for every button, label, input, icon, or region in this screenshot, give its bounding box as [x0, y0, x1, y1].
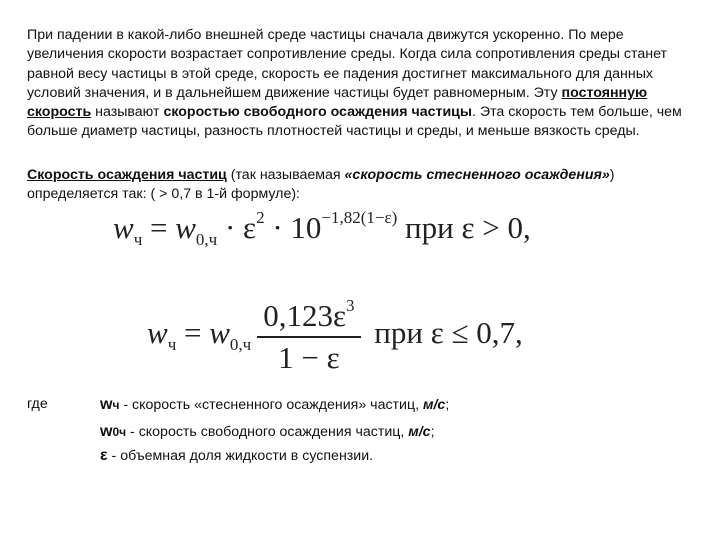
symbol: w — [100, 423, 113, 440]
subscript: 0,ч — [229, 335, 252, 355]
symbol-w0: w — [209, 315, 230, 351]
term-constant: постоянную — [561, 84, 648, 101]
equals: = — [176, 315, 210, 351]
term-velocity: скорость — [27, 104, 92, 121]
formula-2 — [147, 296, 523, 376]
description: - скорость свободного осаждения частиц, — [126, 424, 409, 440]
equals: = — [142, 210, 176, 245]
text: . Эта скорость тем больше, чем больше диаметр частицы, разность плотностей частицы и среды, и меньше вязкость среды. — [27, 104, 682, 140]
numerator-text: 0,123ε — [263, 298, 347, 333]
text: При падении в какой-либо внешней среде частицы сначала движутся ускоренно. По мере увеличения скорости возрастает сопротивление среды. Когда сила сопротивления среды станет равной весу частицы в этой среде, скорость ее падения достигнет максимального для данных условий значения, и в дальнейшем движение частицы будет равномерным. Эту — [27, 27, 668, 101]
unit: м/с — [423, 397, 446, 413]
paragraph-free-settling — [27, 26, 702, 142]
symbol-w0: w — [175, 210, 196, 245]
formula-1 — [113, 208, 531, 250]
punct: ; — [445, 397, 450, 413]
text: (так называемая — [226, 167, 345, 183]
legend-row-w0 — [100, 423, 435, 441]
denominator: 1 − ε — [278, 340, 340, 375]
subscript: ч — [167, 335, 177, 355]
term: · 10 — [264, 210, 322, 245]
punct: ; — [430, 424, 435, 440]
symbol: w — [100, 396, 113, 413]
term-settling-velocity: Скорость осаждения частиц — [27, 167, 227, 183]
description: - объемная доля жидкости в суспензии. — [107, 448, 374, 464]
superscript: 2 — [256, 208, 265, 227]
paragraph-hindered-settling — [27, 166, 702, 205]
subscript: 0ч — [112, 425, 127, 439]
symbol: ε — [100, 447, 108, 464]
exponent: −1,82(1−ε) — [321, 208, 398, 227]
text: называют — [91, 104, 164, 121]
label-where: где — [27, 396, 48, 412]
symbol-w: w — [113, 210, 134, 245]
fraction — [257, 296, 360, 376]
description: - скорость «стесненного осаждения» частиц, — [119, 397, 423, 413]
subscript: 0,ч — [195, 230, 218, 249]
legend-row-w — [100, 396, 449, 414]
text: ) определяется так: ( > 0,7 в 1-й формуле): — [27, 167, 615, 203]
subscript: ч — [133, 230, 143, 249]
unit: м/с — [408, 424, 431, 440]
numerator — [257, 296, 360, 338]
condition: при ε ≤ 0,7, — [366, 315, 523, 351]
subscript: ч — [112, 398, 120, 412]
legend-row-epsilon — [100, 447, 373, 465]
term-free-settling-velocity: скоростью свободного осаждения частицы — [163, 104, 473, 121]
term: · ε — [217, 210, 257, 245]
superscript: 3 — [346, 296, 355, 315]
condition: при ε > 0, — [397, 210, 531, 245]
symbol-w: w — [147, 315, 168, 351]
term-hindered-settling: «скорость стесненного осаждения» — [344, 167, 610, 183]
